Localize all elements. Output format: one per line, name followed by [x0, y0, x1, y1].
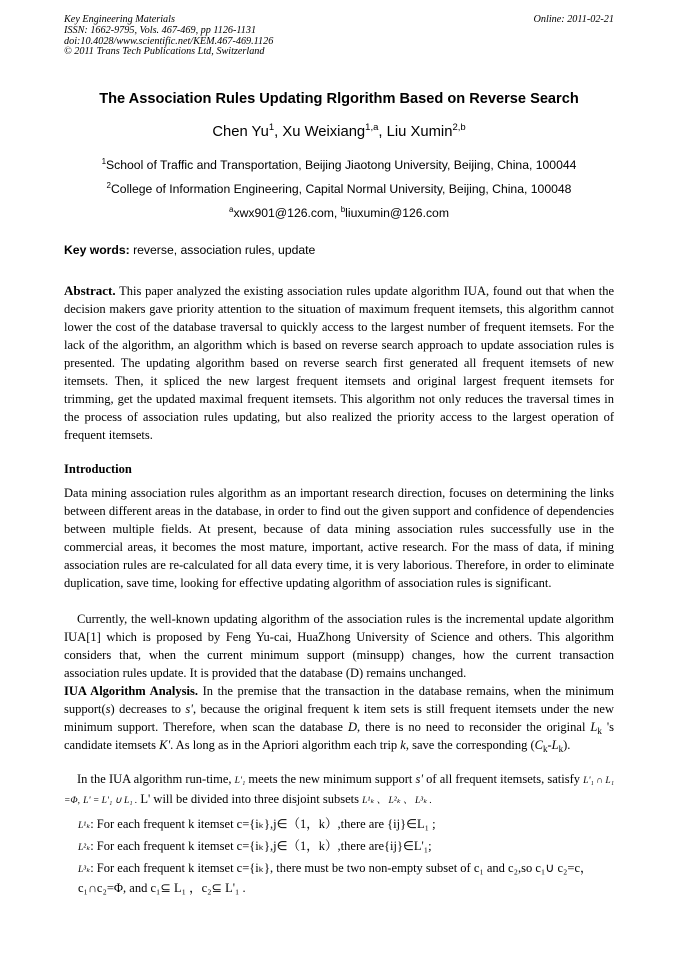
- copyright-line: © 2011 Trans Tech Publications Ltd, Switzerland: [64, 46, 265, 58]
- online-date: Online: 2011-02-21: [533, 14, 614, 25]
- author-sup: 1: [268, 122, 275, 133]
- subset-definition-2: [64, 837, 614, 857]
- text-run: meets the new minimum support: [245, 772, 416, 786]
- math-l1-prime: L'₁: [234, 776, 246, 786]
- paper-title: The Association Rules Updating Rlgorithm Based on Reverse Search: [99, 91, 579, 107]
- math-var: K': [159, 738, 171, 752]
- intro-paragraph-2: Currently, the well-known updating algorithm of the association rules is the incremental update algorithm IUA[1] which is proposed by Feng Yu-cai, HuaZhong University of Science and others. This algorithm considers that, when the current minimum support (minsupp) changes, how the current transaction association rules update. It is provided that the database (D) remains unchanged.: [64, 612, 614, 680]
- definition-text: : For each frequent k itemset c={iₖ},j∈（1，k）,there are{ij}∈L'₁;: [90, 839, 432, 853]
- affiliation-2: [40, 182, 638, 196]
- definition-text: : For each frequent k itemset c={iₖ},j∈（1，k）,there are {ij}∈L₁ ;: [90, 817, 436, 831]
- author-sup: 1,a: [365, 122, 379, 133]
- email-sup: a: [229, 205, 234, 214]
- text-run: L' will be divided into three disjoint subsets: [137, 792, 363, 806]
- author-name: Chen Yu: [212, 124, 269, 140]
- keywords: [64, 243, 614, 257]
- journal-header: [64, 15, 614, 58]
- math-symbol: L³ₖ: [78, 865, 91, 875]
- affiliation-sup: 1: [101, 157, 107, 166]
- math-sub: k: [542, 744, 548, 754]
- math-var: C: [534, 738, 543, 752]
- text-run: In the IUA algorithm run-time,: [77, 772, 235, 786]
- email-sup: b: [340, 205, 346, 214]
- author-sup: 2,b: [452, 122, 466, 133]
- iua-analysis-label: IUA Algorithm Analysis.: [64, 684, 198, 698]
- math-var: D: [347, 720, 357, 734]
- email-a[interactable]: xwx901@126.com: [233, 206, 334, 220]
- subset-definition-1: [64, 815, 614, 835]
- abstract: [64, 282, 614, 444]
- math-var: s: [105, 702, 111, 716]
- text-run: ) decreases to: [110, 702, 186, 716]
- text-run: of all frequent itemsets, satisfy: [423, 772, 584, 786]
- abstract-text: This paper analyzed the existing association rules update algorithm IUA, found out that when the decision makers gave priority attention to the situation of maximum frequent itemsets, this algorithm cannot lower the cost of the database traversal to quickly access to the largest number of frequent itemsets. For the lack of the algorithm, an algorithm which is based on reverse search approach to update association rules is presented. The updating algorithm based on reverse search first generated all frequent itemsets of new itemsets. Then, it spliced the new largest frequent itemsets and original largest frequent itemsets for trimming, get the updated maximal frequent itemsets. This algorithm not only reduces the traversal times in the process of association rules updating, but also realized the priority access to the largest operation of frequent itemsets.: [64, 284, 615, 442]
- keywords-label: Key words:: [64, 243, 130, 257]
- math-var: s': [185, 702, 193, 716]
- doi-line: doi:10.4028/www.scientific.net/KEM.467-469.1126: [64, 35, 274, 47]
- math-symbol: L¹ₖ: [78, 821, 91, 831]
- author-name: Xu Weixiang: [282, 124, 366, 140]
- affiliation-text: School of Traffic and Transportation, Beijing Jiaotong University, Beijing, China, 100044: [106, 158, 577, 172]
- text-run: In the premise that the transaction in the database remains, when the minimum support(: [64, 684, 614, 716]
- math-formula: L' = L'₁ ∪ L₁ .: [83, 796, 138, 806]
- definition-text: : For each frequent k itemset c={iₖ}, there must be two non-empty subset of c₁ and c₂,so c₁∪ c₂=c， c₁∩c₂=Φ, and c₁⊆ L₁ ，c₂⊆ L'₁ .: [78, 861, 593, 895]
- email-b[interactable]: liuxumin@126.com: [345, 206, 449, 220]
- intro-paragraph-1: Data mining association rules algorithm as an important research direction, focuses on determining the links between different areas in the database, in order to find out the given support and confidence of dependencies between multiple fields. At present, because of data mining association rules successfully use in the commercial areas, it becomes the most mature, important, active research. For the mass of data, if mining association rules are re-calculated for all data every time, it is very laborious. Therefore, in order to eliminate duplication, save time, looking for effective updating algorithm of association rules is significant.: [64, 486, 614, 590]
- text-run: 's candidate itemsets: [64, 720, 614, 752]
- keywords-text: reverse, association rules, update: [133, 243, 316, 257]
- email-line: $^a$xwx901@126.com, $^b$liuxumin@126.com: [229, 205, 449, 220]
- affiliation-text: College of Information Engineering, Capital Normal University, Beijing, China, 100048: [111, 182, 572, 196]
- affiliation-sup: 2: [106, 181, 111, 190]
- text-run: . As long as in the Apriori algorithm each trip: [170, 738, 401, 752]
- text-run: , there is no need to reconsider the original: [357, 720, 591, 734]
- journal-name: Key Engineering Materials: [64, 14, 175, 25]
- math-sub: k: [558, 744, 564, 754]
- text-run: -: [547, 738, 552, 752]
- author-list: Chen Yu$^1$, Xu Weixiang$^{1,a}$, Liu Xumin$^{2,b}$: [212, 122, 466, 140]
- subset-definition-3: [64, 859, 614, 897]
- abstract-label: Abstract.: [64, 283, 116, 298]
- math-symbol: L²ₖ: [78, 843, 91, 853]
- math-var: s': [415, 772, 424, 786]
- math-var: L: [551, 738, 559, 752]
- text-run: ).: [563, 738, 571, 752]
- math-formula: L¹ₖ 、 L²ₖ 、 L³ₖ .: [362, 796, 432, 806]
- math-var: L: [590, 720, 598, 734]
- text-run: , because the original frequent k item sets is still frequent itemsets under the new minimum support. Therefore, when scan the database: [64, 702, 614, 734]
- issn-line: ISSN: 1662-9795, Vols. 467-469, pp 1126-1131: [64, 24, 257, 36]
- author-name: Liu Xumin: [386, 124, 453, 140]
- math-formula: L'₁ ∩ L₁ =Φ,: [64, 776, 614, 806]
- iua-analysis-paragraph: [64, 682, 614, 754]
- section-heading-introduction: Introduction: [64, 462, 132, 476]
- text-run: , save the corresponding (: [405, 738, 535, 752]
- math-var: k: [400, 738, 406, 752]
- math-sub: k: [597, 726, 602, 736]
- affiliation-1: [40, 158, 638, 172]
- iua-runtime-paragraph: [64, 770, 614, 810]
